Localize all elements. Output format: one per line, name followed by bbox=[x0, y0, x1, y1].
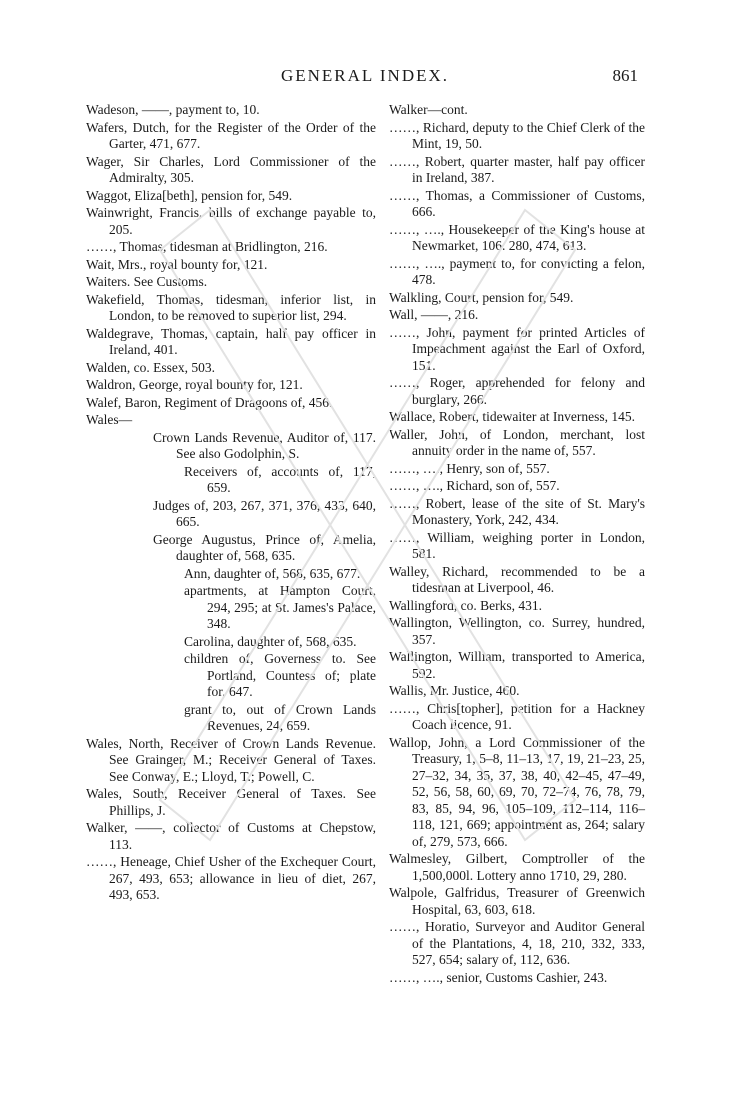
index-entry: George Augustus, Prince of, Amelia, daughter of, 568, 635. bbox=[153, 531, 376, 563]
index-entry: ……, William, weighing porter in London, 581. bbox=[389, 529, 645, 561]
index-entry: Wallington, Wellington, co. Surrey, hundred, 357. bbox=[389, 615, 645, 647]
index-entry: Carolina, daughter of, 568, 635. bbox=[184, 633, 357, 649]
index-entry: ……, …., Henry, son of, 557. bbox=[389, 460, 550, 476]
index-entry: Wainwright, Francis, bills of exchange payable to, 205. bbox=[86, 205, 376, 237]
index-entry: Wallington, William, transported to America, 592. bbox=[389, 649, 645, 681]
index-entry: ……, John, payment for printed Articles of Impeachment against the Earl of Oxford, 151. bbox=[389, 324, 645, 373]
index-entry: Waller, John, of London, merchant, lost annuity order in the name of, 557. bbox=[389, 426, 645, 458]
right-index-column bbox=[389, 102, 645, 987]
index-entry: Wallop, John, a Lord Commissioner of the Treasury, 1, 5–8, 11–13, 17, 19, 21–23, 25, 27–32, 34, 35, 37, 38, 40, 42–45, 47–49, 52, 56, 58, 60, 69, 70, 72–74, 76, 78, 79, 83, 85, 94, 96, 105–109, 112–114, 116–118, 121, 669; appointment as, 264; salary of, 279, 573, 666. bbox=[389, 734, 645, 849]
index-entry: Walden, co. Essex, 503. bbox=[86, 359, 216, 375]
index-entry: Wales, North, Receiver of Crown Lands Revenue. See Grainger, M.; Receiver General of Taxes. See Conway, E.; Lloyd, T.; Powell, C. bbox=[86, 735, 376, 784]
index-entry: apartments, at Hampton Court, 294, 295; at St. James's Palace, 348. bbox=[184, 583, 376, 631]
index-entry: Walef, Baron, Regiment of Dragoons of, 456. bbox=[86, 394, 333, 410]
index-entry: ……, Heneage, Chief Usher of the Exchequer Court, 267, 493, 653; allowance in lieu of diet, 267, 493, 653. bbox=[86, 854, 376, 902]
index-entry: Walkling, Court, pension for, 549. bbox=[389, 289, 574, 305]
index-entry: ……, Richard, deputy to the Chief Clerk of the Mint, 19, 50. bbox=[389, 119, 645, 151]
index-entry: Walley, Richard, recommended to be a tidesman at Liverpool, 46. bbox=[389, 563, 645, 595]
index-entry: Walmesley, Gilbert, Comptroller of the 1,500,000l. Lottery anno 1710, 29, 280. bbox=[389, 851, 645, 883]
index-entry: Wallace, Robert, tidewaiter at Inverness, 145. bbox=[389, 409, 635, 424]
index-entry: Waggot, Eliza[beth], pension for, 549. bbox=[86, 187, 293, 203]
index-entry: Walker, ——, collector of Customs at Chepstow, 113. bbox=[86, 820, 376, 852]
index-entry: Wallingford, co. Berks, 431. bbox=[389, 597, 543, 613]
index-entry: Crown Lands Revenue, Auditor of, 117. See also Godolphin, S. bbox=[153, 429, 376, 461]
index-entry: ……, Horatio, Surveyor and Auditor General of the Plantations, 4, 18, 210, 332, 333, 527, 654; salary of, 112, 636. bbox=[389, 919, 645, 967]
index-entry: Wall, ——, 216. bbox=[389, 307, 479, 322]
page-number: 861 bbox=[612, 66, 638, 85]
index-entry: ……, …., payment to, for convicting a felon, 478. bbox=[389, 255, 645, 287]
index-entry: Wallis, Mr. Justice, 460. bbox=[389, 683, 520, 698]
index-entry: Ann, daughter of, 568, 635, 677. bbox=[184, 565, 361, 581]
index-entry: Wager, Sir Charles, Lord Commissioner of the Admiralty, 305. bbox=[86, 153, 376, 185]
index-entry: children of, Governess to. See Portland, Countess of; plate for, 647. bbox=[184, 651, 376, 699]
index-entry: Waldegrave, Thomas, captain, half pay officer in Ireland, 401. bbox=[86, 325, 376, 357]
index-entry: Wafers, Dutch, for the Register of the Order of the Garter, 471, 677. bbox=[86, 119, 376, 151]
index-entry: Wait, Mrs., royal bounty for, 121. bbox=[86, 256, 268, 272]
index-entry: grant to, out of Crown Lands Revenues, 24, 659. bbox=[184, 701, 376, 733]
page-title: GENERAL INDEX. bbox=[280, 66, 450, 85]
index-entry: ……, …., Richard, son of, 557. bbox=[389, 478, 560, 493]
index-entry: ……, Thomas, a Commissioner of Customs, 666. bbox=[389, 187, 645, 219]
index-entry: Walker—cont. bbox=[389, 102, 468, 117]
index-entry: Waiters. See Customs. bbox=[86, 274, 208, 289]
index-entry: Waldron, George, royal bounty for, 121. bbox=[86, 377, 303, 392]
left-index-column bbox=[86, 102, 376, 905]
index-entry: Wadeson, ——, payment to, 10. bbox=[86, 102, 260, 117]
index-entry: Judges of, 203, 267, 371, 376, 433, 640, 665. bbox=[153, 497, 376, 529]
index-entry: ……, Thomas, tidesman at Bridlington, 216. bbox=[86, 239, 328, 254]
index-entry: Receivers of, accounts of, 117, 659. bbox=[184, 463, 376, 495]
index-entry: ……, Robert, lease of the site of St. Mary's Monastery, York, 242, 434. bbox=[389, 495, 645, 527]
index-entry: ……, …., Housekeeper of the King's house at Newmarket, 106. 280, 474, 613. bbox=[389, 221, 645, 253]
index-entry: Walpole, Galfridus, Treasurer of Greenwich Hospital, 63, 603, 618. bbox=[389, 885, 645, 917]
index-entry: Wales— bbox=[86, 412, 133, 427]
index-entry: ……, Chris[topher], petition for a Hackney Coach licence, 91. bbox=[389, 700, 645, 732]
index-entry: ……, Robert, quarter master, half pay officer in Ireland, 387. bbox=[389, 153, 645, 185]
index-entry: Wakefield, Thomas, tidesman, inferior list, in London, to be removed to superior list, 294. bbox=[86, 291, 376, 323]
index-entry: Wales, South, Receiver General of Taxes. See Phillips, J. bbox=[86, 786, 376, 818]
index-entry: ……, …., senior, Customs Cashier, 243. bbox=[389, 969, 608, 985]
index-entry: ……, Roger, apprehended for felony and burglary, 266. bbox=[389, 375, 645, 407]
